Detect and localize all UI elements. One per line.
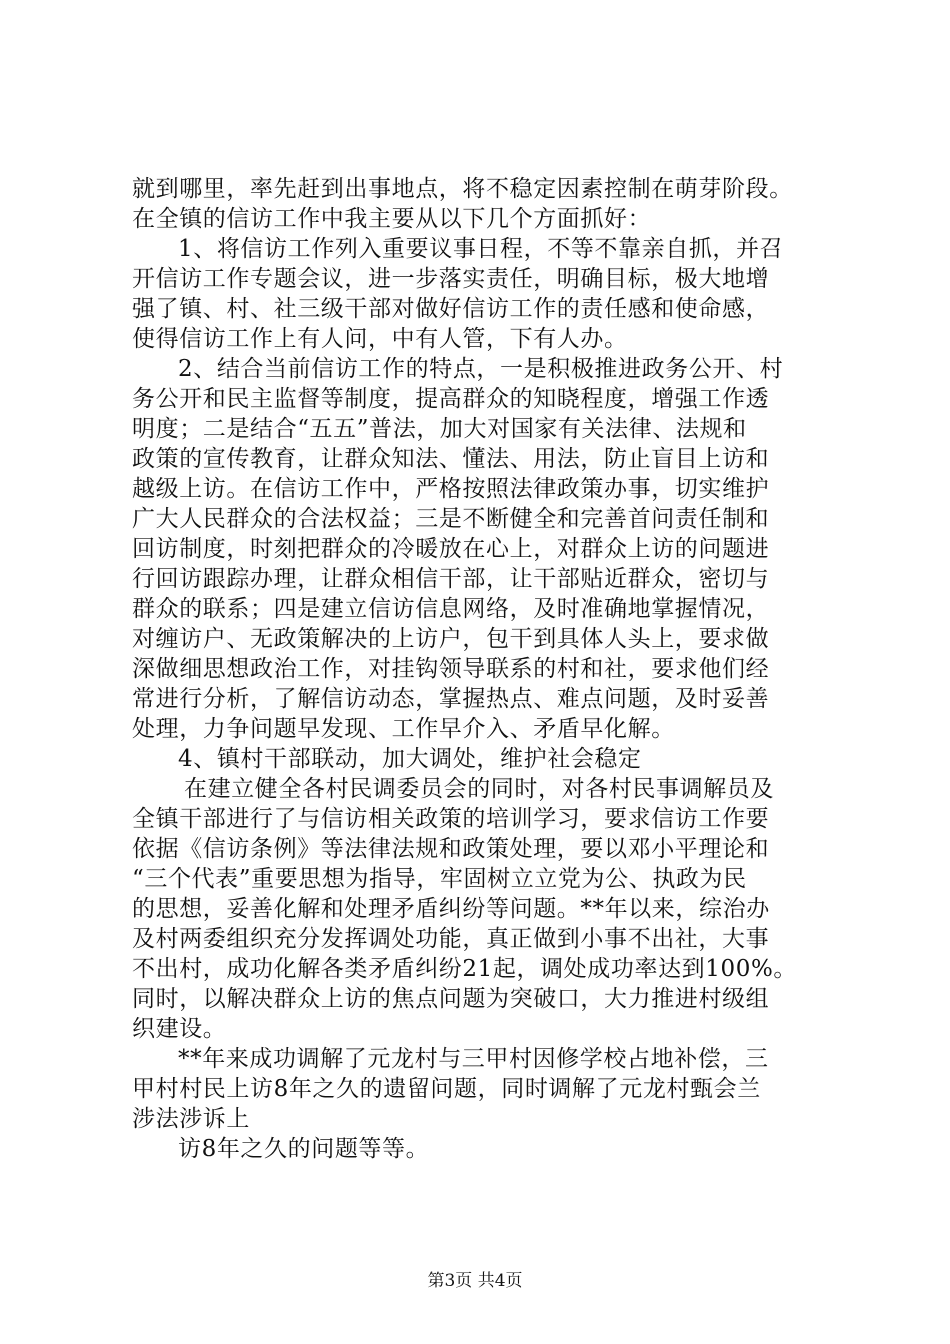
text-line: 同时，以解决群众上访的焦点问题为突破口，大力推进村级组 — [132, 986, 770, 1012]
text-line: 织建设。 — [132, 1016, 227, 1042]
text-line: 常进行分析，了解信访动态，掌握热点、难点问题，及时妥善 — [132, 686, 770, 712]
text-line: 越级上访。在信访工作中，严格按照法律政策办事，切实维护 — [132, 476, 770, 502]
text-line: 使得信访工作上有人问，中有人管，下有人办。 — [132, 326, 628, 352]
text-line: 群众的联系；四是建立信访信息网络，及时准确地掌握情况， — [132, 596, 770, 622]
text-line: 就到哪里，率先赶到出事地点，将不稳定因素控制在萌芽阶段。 — [132, 176, 793, 202]
text-line: 及村两委组织充分发挥调处功能，真正做到小事不出社，大事 — [132, 926, 770, 952]
text-line: 强了镇、村、社三级干部对做好信访工作的责任感和使命感， — [132, 296, 770, 322]
text-line: 行回访跟踪办理，让群众相信干部，让干部贴近群众，密切与 — [132, 566, 770, 592]
text-line: “三个代表”重要思想为指导，牢固树立立党为公、执政为民 — [132, 866, 747, 892]
page-number: 第3页 共4页 — [427, 1271, 523, 1291]
text-line: 甲村村民上访8年之久的遗留问题，同时调解了元龙村甄会兰 — [132, 1076, 761, 1102]
text-line: 务公开和民主监督等制度，提高群众的知晓程度，增强工作透 — [132, 386, 770, 412]
text-line: 的思想，妥善化解和处理矛盾纠纷等问题。**年以来，综治办 — [132, 896, 770, 922]
text-line: 对缠访户、无政策解决的上访户，包干到具体人头上，要求做 — [132, 626, 770, 652]
text-line: 深做细思想政治工作，对挂钩领导联系的村和社，要求他们经 — [132, 656, 770, 682]
text-line: 依据《信访条例》等法律法规和政策处理，要以邓小平理论和 — [132, 836, 770, 862]
text-line: 明度；二是结合“五五”普法，加大对国家有关法律、法规和 — [132, 416, 747, 442]
text-line: 1、将信访工作列入重要议事日程，不等不靠亲自抓，并召 — [178, 236, 784, 262]
text-line: 全镇干部进行了与信访相关政策的培训学习，要求信访工作要 — [132, 806, 770, 832]
text-line: 4、镇村干部联动，加大调处，维护社会稳定 — [178, 746, 642, 772]
page-footer — [0, 1270, 950, 1292]
text-line: 处理，力争问题早发现、工作早介入、矛盾早化解。 — [132, 716, 675, 742]
text-line: 政策的宣传教育，让群众知法、懂法、用法，防止盲目上访和 — [132, 446, 770, 472]
body-text — [132, 174, 852, 1164]
text-line: **年来成功调解了元龙村与三甲村因修学校占地补偿，三 — [178, 1046, 769, 1072]
text-line: 2、结合当前信访工作的特点，一是积极推进政务公开、村 — [178, 356, 784, 382]
text-line: 广大人民群众的合法权益；三是不断健全和完善首问责任制和 — [132, 506, 770, 532]
text-line: 在全镇的信访工作中我主要从以下几个方面抓好： — [132, 206, 652, 232]
text-line: 开信访工作专题会议，进一步落实责任，明确目标，极大地增 — [132, 266, 770, 292]
text-line: 访8年之久的问题等等。 — [178, 1136, 430, 1162]
text-line: 不出村，成功化解各类矛盾纠纷21起，调处成功率达到100%。 — [132, 956, 798, 982]
text-line: 回访制度，时刻把群众的冷暖放在心上，对群众上访的问题进 — [132, 536, 770, 562]
text-line: 涉法涉诉上 — [132, 1106, 250, 1132]
text-line: 在建立健全各村民调委员会的同时，对各村民事调解员及 — [184, 776, 774, 802]
